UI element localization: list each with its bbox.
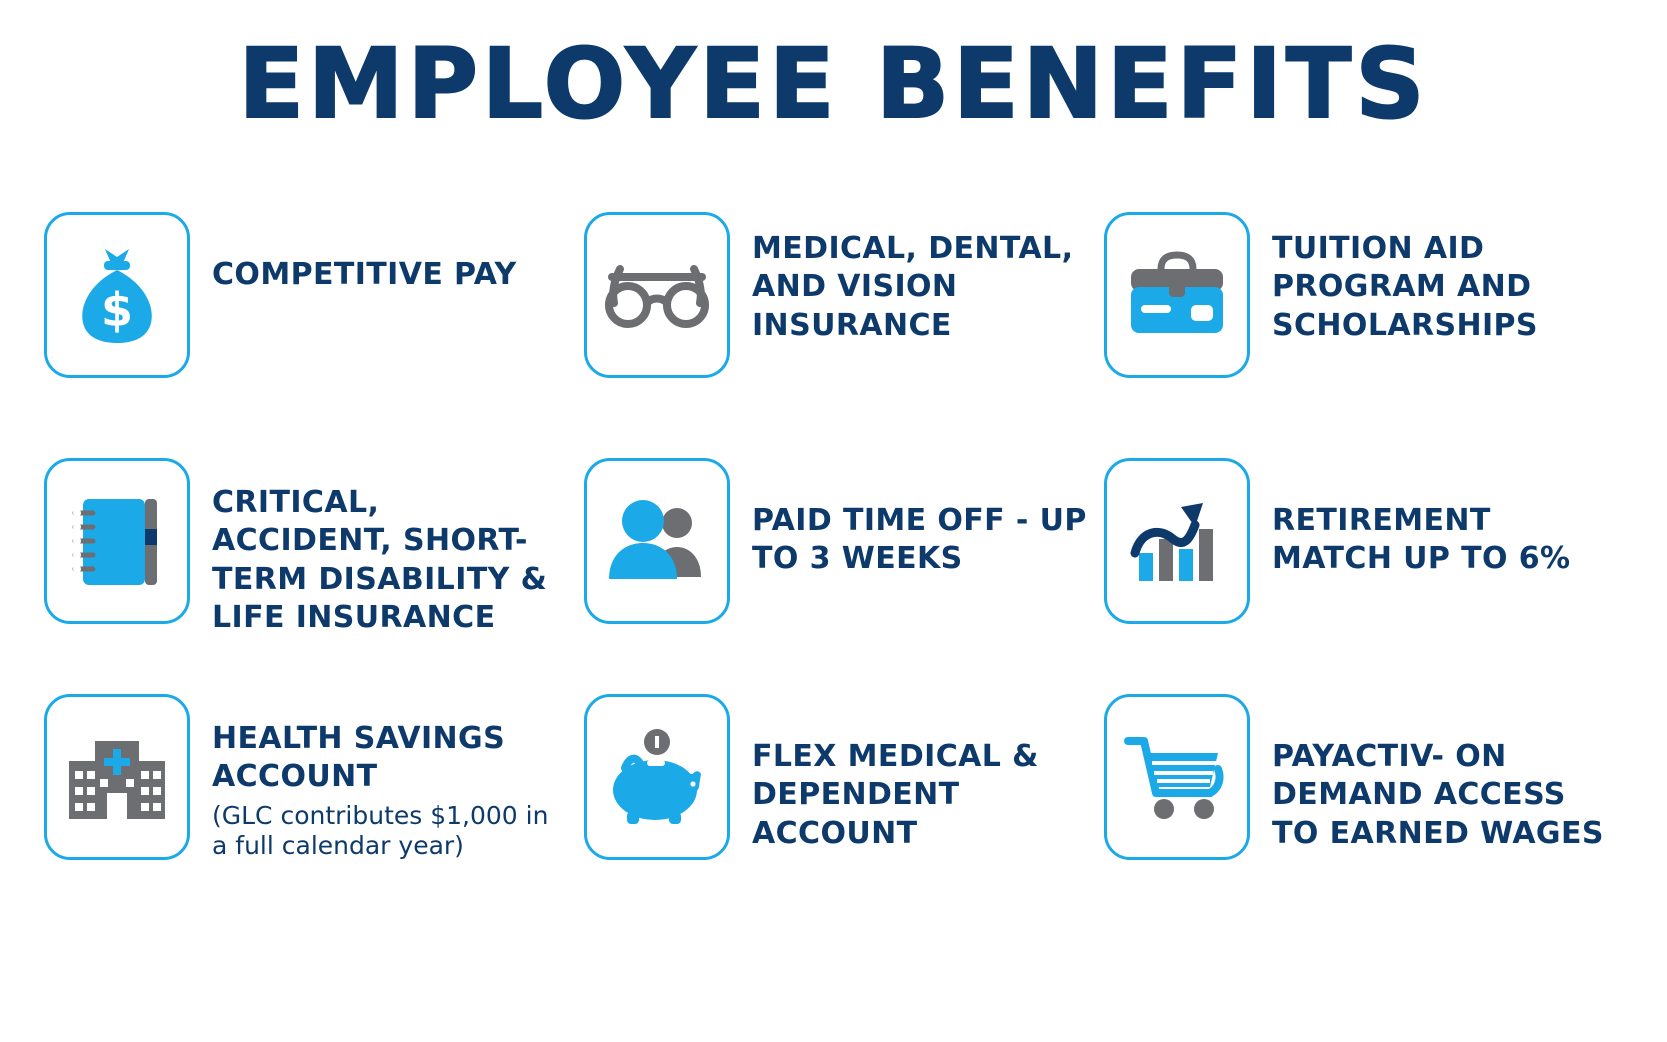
benefit-label-main: HEALTH SAVINGS ACCOUNT xyxy=(212,721,506,795)
page-title: EMPLOYEE BENEFITS xyxy=(238,28,1429,140)
benefit-label-sub: (GLC contributes $1,000 in a full calendar year) xyxy=(212,800,549,861)
benefit-icon-box xyxy=(584,458,730,624)
benefit-icon-box xyxy=(584,694,730,860)
money-bag-icon xyxy=(71,243,163,347)
benefit-item xyxy=(1104,458,1624,694)
svg-text:$: $ xyxy=(100,283,134,337)
benefit-label: FLEX MEDICAL & DEPENDENT ACCOUNT xyxy=(752,739,1039,851)
benefits-grid xyxy=(44,212,1624,930)
benefit-label: COMPETITIVE PAY xyxy=(212,257,517,292)
benefit-label: CRITICAL, ACCIDENT, SHORT-TERM DISABILITY & LIFE INSURANCE xyxy=(212,485,548,636)
benefit-label: MEDICAL, DENTAL, AND VISION INSURANCE xyxy=(752,231,1074,343)
benefit-label: PAYACTIV- ON DEMAND ACCESS TO EARNED WAGES xyxy=(1272,739,1604,851)
benefit-item xyxy=(584,212,1104,458)
benefit-label: PAID TIME OFF - UP TO 3 WEEKS xyxy=(752,503,1087,577)
benefit-icon-box xyxy=(44,212,190,378)
shopping-cart-icon xyxy=(1122,731,1232,823)
benefit-item xyxy=(44,212,584,458)
benefit-label xyxy=(212,694,552,862)
benefit-icon-box xyxy=(584,212,730,378)
benefit-item xyxy=(584,694,1104,930)
notebook-icon xyxy=(65,489,169,593)
benefit-item xyxy=(1104,694,1624,930)
benefit-label: TUITION AID PROGRAM AND SCHOLARSHIPS xyxy=(1272,231,1538,343)
piggy-bank-icon xyxy=(603,728,711,826)
benefit-item xyxy=(44,458,584,694)
eyeglasses-icon xyxy=(602,255,712,335)
benefit-item xyxy=(584,458,1104,694)
growth-chart-icon xyxy=(1125,491,1229,591)
benefit-icon-box xyxy=(1104,694,1250,860)
benefit-item xyxy=(1104,212,1624,458)
benefit-label: RETIREMENT MATCH UP TO 6% xyxy=(1272,503,1571,577)
benefit-icon-box xyxy=(44,694,190,860)
benefit-icon-box xyxy=(1104,458,1250,624)
benefit-item xyxy=(44,694,584,930)
benefit-icon-box xyxy=(1104,212,1250,378)
briefcase-icon xyxy=(1123,247,1231,343)
people-icon xyxy=(605,497,709,585)
hospital-icon xyxy=(63,731,171,823)
benefit-icon-box xyxy=(44,458,190,624)
